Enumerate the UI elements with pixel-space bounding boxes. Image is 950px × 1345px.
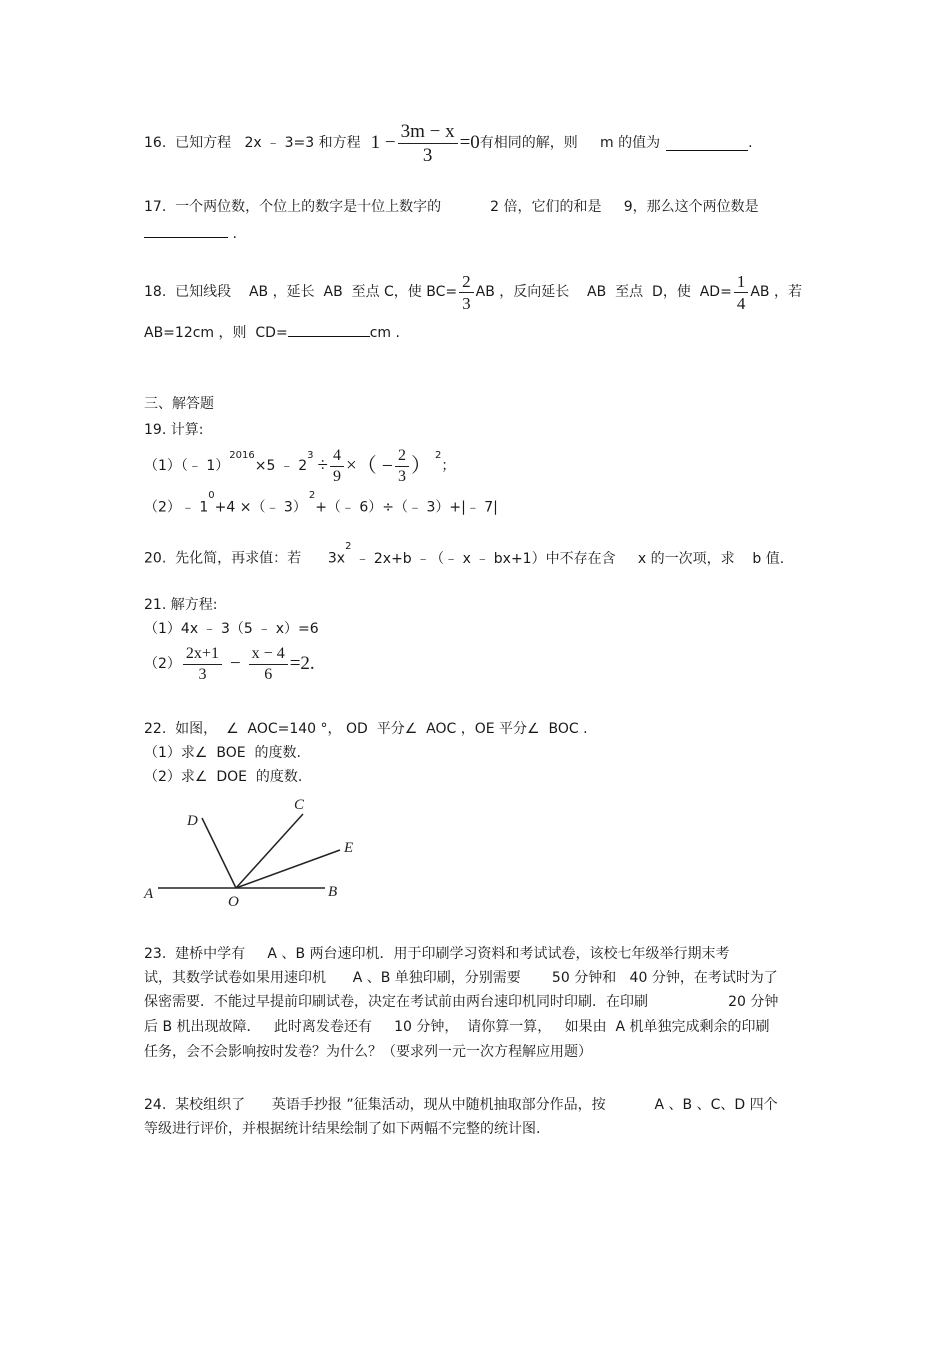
q21-fraction-1 [183, 646, 222, 683]
question-17-line-2 [144, 223, 237, 243]
ray-oc [236, 814, 303, 888]
question-23-line-3: 保密需要．不能过早提前印刷试卷，决定在考试前由两台速印机同时印刷．在印刷 20 分钟 [144, 994, 779, 1010]
q19-fraction-2-3-num: 2 [395, 448, 409, 467]
question-16 [144, 120, 753, 166]
question-23-line-2: 试，其数学试卷如果用速印机 A 、B 单独印刷，分别需要 50 分钟和 40 分钟，在考试时为了 [144, 970, 778, 986]
label-c: C [294, 797, 305, 813]
q17-answer-blank[interactable] [144, 223, 228, 238]
q19-p2c: +（﹣ 6）÷（﹣ 3）+|﹣ 7| [315, 499, 498, 516]
question-22-part-2: （2）求∠ DOE 的度数. [144, 769, 303, 785]
q19-fraction-2-3-den: 3 [397, 467, 406, 485]
question-22-line-1: 22. 如图， ∠ AOC=140 °， OD 平分∠ AOC ，OE 平分∠ BOC . [144, 721, 588, 737]
q18-fraction-ad-den: 4 [736, 293, 746, 313]
q19-p1b: ×5 ﹣ 2 [254, 458, 308, 474]
q19-fraction-4-9-num: 4 [330, 448, 344, 467]
q16-text-a: 16. 已知方程 2x ﹣ 3=3 和方程 [144, 135, 361, 151]
q16-eq-rhs: =0 [459, 132, 480, 153]
q19-fraction-4-9-den: 9 [332, 467, 341, 485]
question-22-part-1: （1）求∠ BOE 的度数. [144, 745, 301, 761]
question-21-part-2 [144, 644, 315, 684]
q19-p2-exp: 0 [208, 490, 215, 501]
q20-b: ﹣ 2x+b ﹣（﹣ x ﹣ bx+1）中不存在含 x 的一次项，求 b 值. [355, 550, 785, 567]
q17-text: 17. 一个两位数，个位上的数字是十位上数字的 2 倍，它们的和是 9，那么这个两位数是 [144, 199, 759, 215]
q17-end: . [232, 226, 237, 242]
q19-p1a: （1）（﹣ 1） [144, 458, 230, 474]
q16-end: . [748, 135, 753, 151]
angle-diagram [140, 792, 370, 912]
ray-oe [236, 850, 340, 888]
q21-fraction-2-num: x − 4 [249, 646, 288, 665]
q19-p2b: +4 ×（﹣ 3） [214, 499, 307, 516]
question-20 [144, 541, 785, 568]
q19-p1c: ÷ [317, 455, 328, 476]
question-21-part-1: （1）4x ﹣ 3（5 ﹣ x）=6 [144, 621, 319, 637]
q16-answer-blank[interactable] [666, 136, 748, 151]
question-24-line-2: 等级进行评价，并根据统计结果绘制了如下两幅不完整的统计图. [144, 1121, 541, 1137]
q18-fraction-bc-den: 3 [462, 293, 471, 313]
q19-p1-exp2: 3 [307, 450, 314, 461]
q19-fraction-4-9 [330, 448, 344, 485]
q21-fraction-2 [249, 646, 288, 683]
q16-fraction [398, 122, 458, 165]
q18-fraction-bc-num: 2 [459, 273, 474, 293]
q20-exp: 2 [345, 541, 352, 552]
question-21-title: 21. 解方程: [144, 597, 218, 613]
q19-p2-exp2: 2 [308, 490, 316, 501]
q19-fraction-2-3 [395, 448, 409, 485]
q19-p1d: × [345, 455, 357, 476]
q19-p1-exp: 2016 [229, 450, 255, 461]
q18-text-c: AB ，若 [750, 284, 802, 300]
q21-p2a: （2） [144, 656, 181, 672]
label-e: E [344, 840, 354, 856]
q16-eq-lhs: 1 − [370, 132, 396, 153]
q20-a: 20. 先化简，再求值：若 3x [144, 550, 346, 567]
q19-p1-exp3: 2 [434, 450, 442, 461]
q19-p1g: ； [441, 458, 456, 474]
q18-text-l2b: cm . [369, 325, 400, 341]
question-18-line-1 [144, 270, 802, 314]
q18-text-l2a: AB=12cm ，则 CD= [144, 325, 288, 341]
question-23-line-1: 23. 建桥中学有 A 、B 两台速印机．用于印刷学习资料和考试试卷，该校七年级举行期末考 [144, 946, 730, 962]
q18-fraction-bc [459, 273, 474, 312]
q18-fraction-ad-num: 1 [734, 273, 749, 293]
section-heading: 三、解答题 [144, 396, 214, 412]
q18-text-a: 18. 已知线段 AB ，延长 AB 至点 C，使 BC= [144, 284, 458, 300]
q21-p2b: =2. [289, 653, 315, 674]
q21-minus: − [229, 653, 241, 674]
q16-fraction-num: 3m − x [398, 122, 458, 144]
question-23-line-4: 后 B 机出现故障． 此时离发卷还有 10 分钟， 请你算一算， 如果由 A 机单独完成剩余的印刷 [144, 1019, 770, 1035]
question-23-line-5: 任务，会不会影响按时发卷？为什么？（要求列一元一次方程解应用题） [144, 1044, 592, 1060]
q16-fraction-den: 3 [422, 144, 433, 166]
ray-od [202, 818, 236, 888]
q18-fraction-ad [734, 273, 749, 312]
q21-fraction-2-den: 6 [264, 665, 273, 683]
question-18-line-2 [144, 322, 400, 342]
label-a: A [144, 886, 154, 902]
label-b: B [328, 884, 338, 900]
question-19-title: 19. 计算: [144, 422, 204, 438]
q19-p2a: （2）﹣ 1 [144, 499, 209, 516]
q19-p1f: ） [410, 455, 431, 477]
question-19-part-2 [144, 490, 498, 517]
q21-fraction-1-den: 3 [198, 665, 207, 683]
q18-answer-blank[interactable] [288, 322, 370, 337]
q16-text-b: 有相同的解，则 m 的值为 [479, 135, 661, 151]
q21-fraction-1-num: 2x+1 [183, 646, 222, 665]
question-17-line-1 [144, 198, 759, 216]
q18-text-b: AB ，反向延长 AB 至点 D，使 AD= [475, 284, 732, 300]
label-d: D [187, 813, 198, 829]
question-19-part-1 [144, 446, 455, 486]
label-o: O [228, 894, 239, 910]
question-24-line-1: 24. 某校组织了 英语手抄报 ”征集活动，现从中随机抽取部分作品，按 A 、B 、C、D 四个 [144, 1097, 778, 1113]
q19-p1e: （ − [356, 455, 393, 477]
